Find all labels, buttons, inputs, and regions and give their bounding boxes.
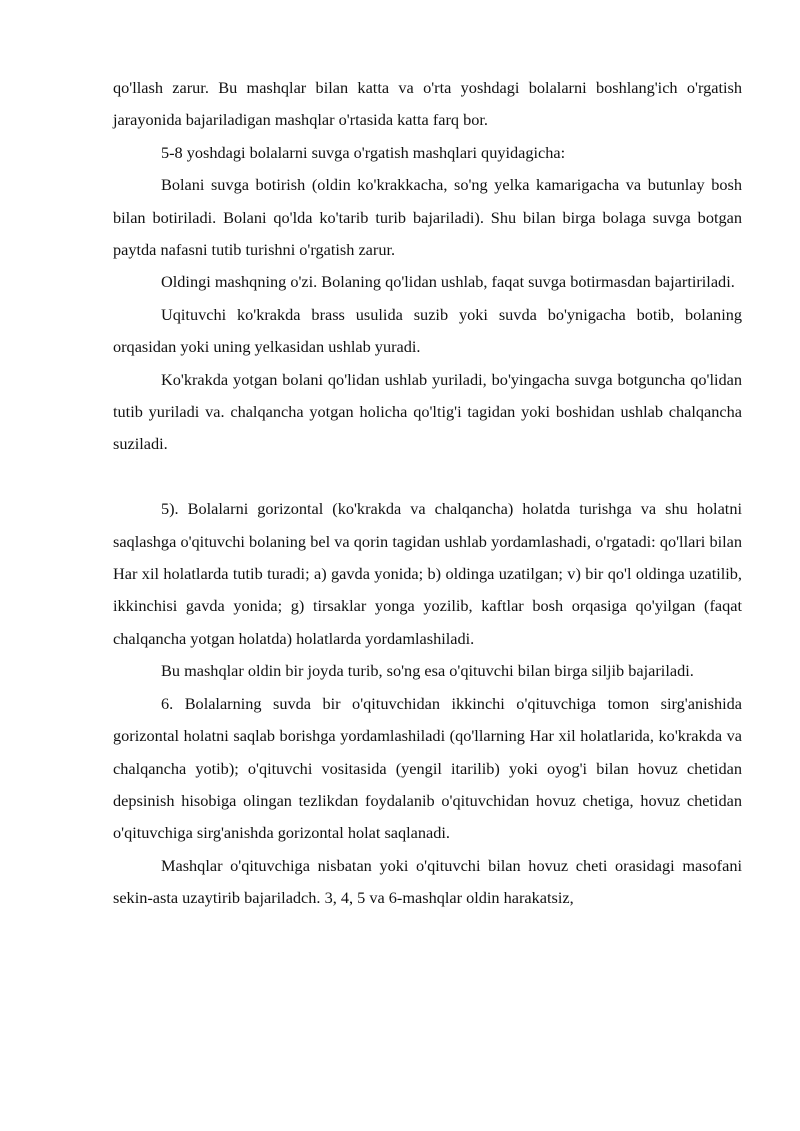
paragraph-horizontal-position: 5). Bolalarni gorizontal (ko'krakda va chalqancha) holatda turishga va shu holatni saqlashga o'qituvchi bolaning bel va qorin tagidan ushlab yordamlashadi, o'rgatadi: qo'llari bilan Har xil holatlarda tutib turadi; a) gavda yonida; b) oldinga uzatilgan; v) bir qo'l oldinga uzatilib, ikkinchisi gavda yonida; g) tirsaklar yonga yozilib, kaftlar bosh orqasiga qo'yilgan (faqat chalqancha yotgan holatda) holatlarda yordamlashiladi. <box>113 499 742 648</box>
paragraph-previous-exercise: Oldingi mashqning o'zi. Bolaning qo'lidan ushlab, faqat suvga botirmasdan bajartiriladi. <box>161 272 735 292</box>
paragraph-exercises-intro: 5-8 yoshdagi bolalarni suvga o'rgatish mashqlari quyidagicha: <box>161 142 566 162</box>
paragraph-chest-walking: Ko'krakda yotgan bolani qo'lidan ushlab yuriladi, bo'yingacha suvga botguncha qo'lidan tutib yuriladi va. chalqancha yotgan holicha qo'ltig'i tagidan yoki boshidan ushlab chalqancha suziladi. <box>113 369 742 454</box>
paragraph-gliding: 6. Bolalarning suvda bir o'qituvchidan ikkinchi o'qituvchiga tomon sirg'anishida gorizontal holatni saqlab borishga yordamlashiladi (qo'llarning Har xil holatlarida, ko'krakda va chalqancha yotib); o'qituvchi vositasida (yengil itarilib) yoki oyog'i bilan hovuz chetidan depsinish hisobiga olingan tezlikdan foydalanib o'qituvchidan hovuz chetiga, hovuz chetidan o'qituvchiga sirg'anishda gorizontal holat saqlanadi. <box>113 693 742 843</box>
paragraph-in-place-then-moving: Bu mashqlar oldin bir joyda turib, so'ng esa o'qituvchi bilan birga siljib bajariladi. <box>161 661 694 681</box>
paragraph-immersion: Bolani suvga botirish (oldin ko'krakkacha, so'ng yelka kamarigacha va butunlay bosh bilan botiriladi. Bolani qo'lda ko'tarib turib bajariladi). Shu bilan birga bolaga suvga botgan paytda nafasni tutib turishni o'rgatish zarur. <box>113 175 742 260</box>
paragraph-teacher-breaststroke: Uqituvchi ko'krakda brass usulida suzib yoki suvda bo'ynigacha botib, bolaning orqasidan yoki uning yelkasidan ushlab yuradi. <box>113 304 742 357</box>
document-page <box>113 72 742 915</box>
paragraph-continuation: qo'llash zarur. Bu mashqlar bilan katta va o'rta yoshdagi bolalarni boshlang'ich o'rgatish jarayonida bajariladigan mashqlar o'rtasida katta farq bor. <box>113 78 742 130</box>
paragraph-distance-increase: Mashqlar o'qituvchiga nisbatan yoki o'qituvchi bilan hovuz cheti orasidagi masofani sekin-asta uzaytirib bajariladch. 3, 4, 5 va 6-mashqlar oldin harakatsiz, <box>113 855 742 908</box>
